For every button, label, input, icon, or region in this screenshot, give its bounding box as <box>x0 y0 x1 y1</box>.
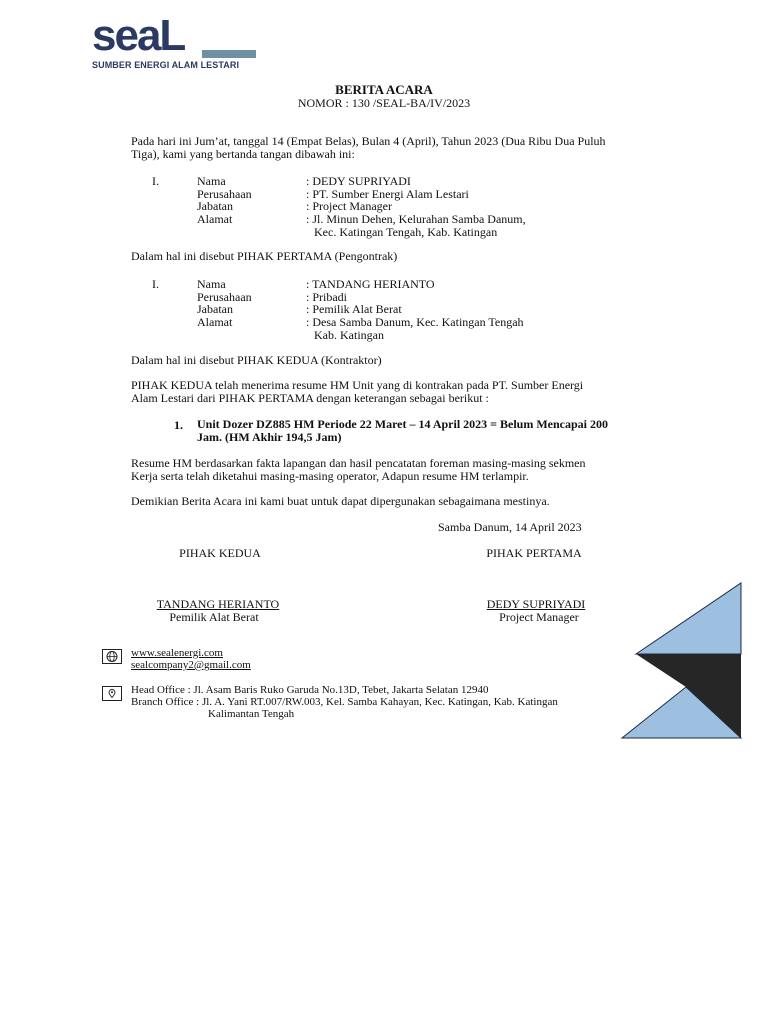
document-number: NOMOR : 130 /SEAL-BA/IV/2023 <box>297 96 471 110</box>
office-addresses <box>131 684 558 720</box>
field-value: : Pribadi <box>306 290 347 304</box>
field-value: : PT. Sumber Energi Alam Lestari <box>306 187 469 201</box>
statement-line: Alam Lestari dari PIHAK PERTAMA dengan keterangan sebagai berikut : <box>131 391 489 405</box>
document-title: BERITA ACARA <box>335 82 433 97</box>
signature-title-left: Pemilik Alat Berat <box>169 610 259 624</box>
contact-links <box>131 647 251 671</box>
branch-office-cont: Kalimantan Tengah <box>208 708 295 720</box>
field-value: : Desa Samba Danum, Kec. Katingan Tengah <box>306 315 524 329</box>
signature-title-right: Project Manager <box>499 610 579 624</box>
field-value: : Project Manager <box>306 199 392 213</box>
decorative-triangles <box>600 580 750 742</box>
intro-line: Tiga), kami yang bertanda tangan dibawah ini: <box>131 147 355 161</box>
address-continuation: Kab. Katingan <box>314 328 384 342</box>
field-label: Perusahaan <box>197 290 252 304</box>
branch-office: Branch Office : Jl. A. Yani RT.007/RW.003, Kel. Samba Kahayan, Kec. Katingan, Kab. Katingan <box>131 696 558 708</box>
email-link[interactable]: sealcompany2@gmail.com <box>131 659 251 671</box>
field-value: : DEDY SUPRIYADI <box>306 174 411 188</box>
item-text <box>197 418 667 444</box>
signer-name: TANDANG HERIANTO <box>156 597 280 611</box>
website-link[interactable]: www.sealenergi.com <box>131 647 223 659</box>
party-number: I. <box>152 277 159 291</box>
field-value: : Pemilik Alat Berat <box>306 302 402 316</box>
head-office: Head Office : Jl. Asam Baris Ruko Garuda No.13D, Tebet, Jakarta Selatan 12940 <box>131 684 489 696</box>
resume-paragraph <box>131 457 671 483</box>
company-logo <box>92 11 262 74</box>
field-label: Jabatan <box>197 199 233 213</box>
place-date: Samba Danum, 14 April 2023 <box>438 520 582 534</box>
logo-accent-bar <box>202 50 256 58</box>
field-value: : Jl. Minun Dehen, Kelurahan Samba Danum, <box>306 212 526 226</box>
party-number: I. <box>152 174 159 188</box>
field-label: Nama <box>197 277 226 291</box>
field-label: Jabatan <box>197 302 233 316</box>
location-pin-icon <box>102 686 122 701</box>
field-label: Alamat <box>197 315 233 329</box>
party-one-note: Dalam hal ini disebut PIHAK PERTAMA (Pengontrak) <box>131 249 398 263</box>
party-two-note: Dalam hal ini disebut PIHAK KEDUA (Kontraktor) <box>131 353 382 367</box>
signature-role-right: PIHAK PERTAMA <box>486 546 582 560</box>
field-value: : TANDANG HERIANTO <box>306 277 435 291</box>
resume-line: Resume HM berdasarkan fakta lapangan dan hasil pencatatan foreman masing-masing sekmen <box>131 456 586 470</box>
logo-wordmark: seaL <box>92 11 185 60</box>
statement-paragraph <box>131 379 671 405</box>
signer-name: DEDY SUPRIYADI <box>486 597 586 611</box>
address-continuation: Kec. Katingan Tengah, Kab. Katingan <box>314 225 498 239</box>
item-number: 1. <box>174 418 183 432</box>
item-line: Jam. (HM Akhir 194,5 Jam) <box>197 430 342 444</box>
signature-role-left: PIHAK KEDUA <box>179 546 261 560</box>
intro-paragraph <box>131 135 671 161</box>
logo-tagline: SUMBER ENERGI ALAM LESTARI <box>92 60 240 70</box>
closing-paragraph: Demikian Berita Acara ini kami buat untuk dapat dipergunakan sebagaimana mestinya. <box>131 494 550 508</box>
field-label: Alamat <box>197 212 233 226</box>
resume-line: Kerja serta telah diketahui masing-masing operator, Adapun resume HM terlampir. <box>131 469 529 483</box>
statement-line: PIHAK KEDUA telah menerima resume HM Unit yang di kontrakan pada PT. Sumber Energi <box>131 378 584 392</box>
field-label: Perusahaan <box>197 187 252 201</box>
intro-line: Pada hari ini Jum’at, tanggal 14 (Empat Belas), Bulan 4 (April), Tahun 2023 (Dua Ribu Dua Puluh <box>131 134 606 148</box>
globe-icon <box>102 649 122 664</box>
triangle-top <box>636 583 741 654</box>
item-line: Unit Dozer DZ885 HM Periode 22 Maret – 14 April 2023 = Belum Mencapai 200 <box>197 417 609 431</box>
field-label: Nama <box>197 174 226 188</box>
